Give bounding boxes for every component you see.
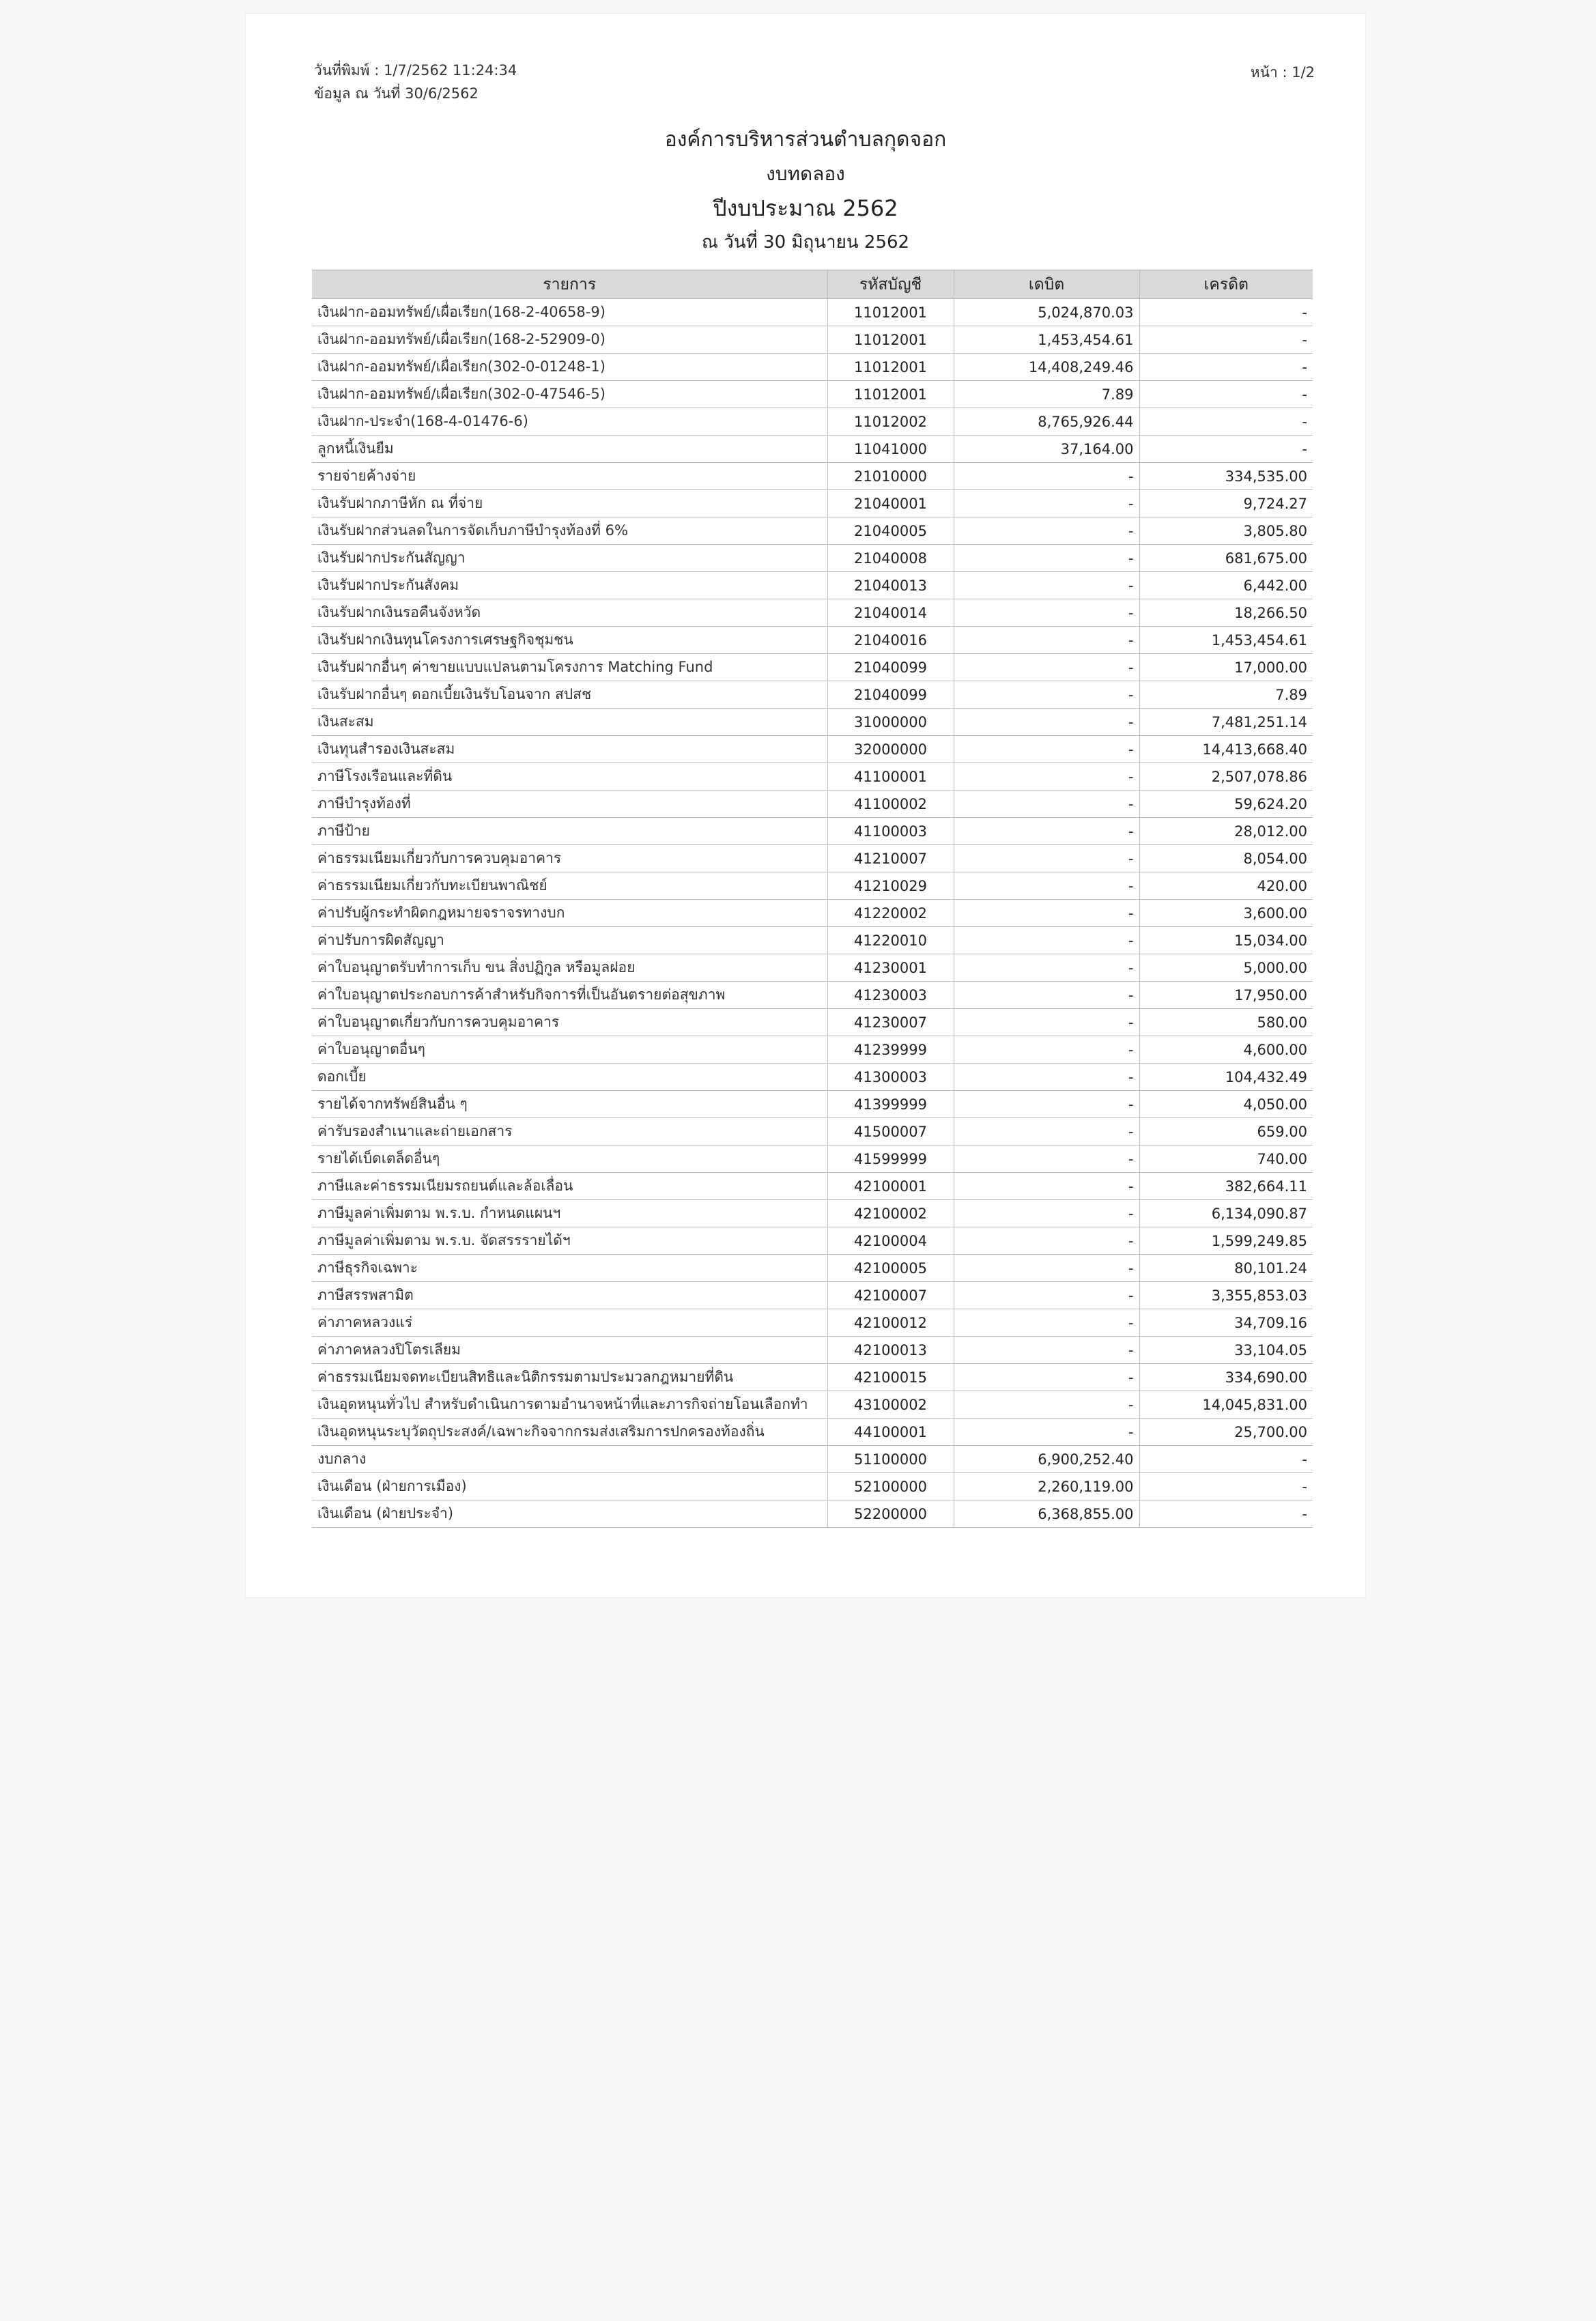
table-row (312, 654, 1313, 681)
table-row (312, 1009, 1313, 1036)
row-account-code: 51100000 (827, 1446, 954, 1473)
row-debit: - (954, 954, 1139, 982)
row-item: เงินฝาก-ออมทรัพย์/เผื่อเรียก(168-2-52909-0) (312, 326, 827, 354)
row-debit: 7.89 (954, 381, 1139, 408)
row-account-code: 41230007 (827, 1009, 954, 1036)
row-item: ค่าปรับผู้กระทำผิดกฎหมายจราจรทางบก (312, 900, 827, 927)
table-row (312, 818, 1313, 845)
row-debit: - (954, 982, 1139, 1009)
row-item: เงินสะสม (312, 709, 827, 736)
row-account-code: 52200000 (827, 1500, 954, 1528)
row-item: เงินอุดหนุนทั่วไป สำหรับดำเนินการตามอำนาจหน้าที่และภารกิจถ่ายโอนเลือกทำ (312, 1391, 827, 1419)
table-row (312, 1036, 1313, 1064)
row-item: เงินรับฝากเงินรอคืนจังหวัด (312, 599, 827, 627)
table-row (312, 736, 1313, 763)
table-row (312, 763, 1313, 791)
table-row (312, 381, 1313, 408)
row-credit: - (1139, 381, 1313, 408)
row-credit: 3,355,853.03 (1139, 1282, 1313, 1309)
row-credit: 17,950.00 (1139, 982, 1313, 1009)
row-account-code: 21040013 (827, 572, 954, 599)
row-account-code: 41500007 (827, 1118, 954, 1145)
row-account-code: 21040016 (827, 627, 954, 654)
row-item: ค่าธรรมเนียมจดทะเบียนสิทธิและนิติกรรมตามประมวลกฎหมายที่ดิน (312, 1364, 827, 1391)
row-debit: - (954, 872, 1139, 900)
row-item: ค่าภาคหลวงแร่ (312, 1309, 827, 1337)
table-row (312, 490, 1313, 517)
row-item: ลูกหนี้เงินยืม (312, 436, 827, 463)
row-account-code: 52100000 (827, 1473, 954, 1500)
row-account-code: 42100007 (827, 1282, 954, 1309)
row-debit: - (954, 1200, 1139, 1227)
table-row (312, 1309, 1313, 1337)
row-item: ค่าปรับการผิดสัญญา (312, 927, 827, 954)
row-credit: 28,012.00 (1139, 818, 1313, 845)
table-row (312, 1145, 1313, 1173)
row-credit: - (1139, 1473, 1313, 1500)
row-debit: - (954, 736, 1139, 763)
row-account-code: 11012001 (827, 299, 954, 326)
row-account-code: 21040005 (827, 517, 954, 545)
table-row (312, 681, 1313, 709)
row-credit: 15,034.00 (1139, 927, 1313, 954)
row-debit: - (954, 1282, 1139, 1309)
page-number: หน้า : 1/2 (1250, 64, 1315, 81)
row-item: เงินทุนสำรองเงินสะสม (312, 736, 827, 763)
organization-name: องค์การบริหารส่วนตำบลกุดจอก (664, 128, 947, 152)
row-credit: 740.00 (1139, 1145, 1313, 1173)
table-row (312, 1118, 1313, 1145)
table-row (312, 572, 1313, 599)
row-debit: - (954, 654, 1139, 681)
row-debit: - (954, 1036, 1139, 1064)
table-row (312, 1200, 1313, 1227)
row-item: ค่าธรรมเนียมเกี่ยวกับทะเบียนพาณิชย์ (312, 872, 827, 900)
row-debit: - (954, 1118, 1139, 1145)
row-account-code: 41230003 (827, 982, 954, 1009)
row-account-code: 42100013 (827, 1337, 954, 1364)
header-item: รายการ (312, 270, 827, 299)
row-account-code: 41210007 (827, 845, 954, 872)
row-item: เงินรับฝากประกันสังคม (312, 572, 827, 599)
row-debit: 5,024,870.03 (954, 299, 1139, 326)
row-account-code: 11012001 (827, 326, 954, 354)
table-row (312, 709, 1313, 736)
row-credit: - (1139, 354, 1313, 381)
row-debit: - (954, 900, 1139, 927)
row-account-code: 21040099 (827, 681, 954, 709)
row-item: ภาษีและค่าธรรมเนียมรถยนต์และล้อเลื่อน (312, 1173, 827, 1200)
row-account-code: 11012001 (827, 354, 954, 381)
row-debit: 6,368,855.00 (954, 1500, 1139, 1528)
table-row (312, 1091, 1313, 1118)
row-credit: 659.00 (1139, 1118, 1313, 1145)
row-item: เงินอุดหนุนระบุวัตถุประสงค์/เฉพาะกิจจากกรมส่งเสริมการปกครองท้องถิ่น (312, 1419, 827, 1446)
row-credit: - (1139, 408, 1313, 436)
row-item: ค่าใบอนุญาตประกอบการค้าสำหรับกิจการที่เป็นอันตรายต่อสุขภาพ (312, 982, 827, 1009)
row-debit: - (954, 517, 1139, 545)
table-row (312, 1500, 1313, 1528)
table-row (312, 463, 1313, 490)
table-row (312, 599, 1313, 627)
row-account-code: 41300003 (827, 1064, 954, 1091)
row-account-code: 21040008 (827, 545, 954, 572)
row-item: รายได้จากทรัพย์สินอื่น ๆ (312, 1091, 827, 1118)
row-item: เงินรับฝากส่วนลดในการจัดเก็บภาษีบำรุงท้องที่ 6% (312, 517, 827, 545)
table-row (312, 1473, 1313, 1500)
row-debit: - (954, 927, 1139, 954)
row-account-code: 42100005 (827, 1255, 954, 1282)
row-credit: - (1139, 326, 1313, 354)
row-item: เงินรับฝากประกันสัญญา (312, 545, 827, 572)
row-item: เงินฝาก-ออมทรัพย์/เผื่อเรียก(302-0-47546-5) (312, 381, 827, 408)
row-debit: - (954, 1173, 1139, 1200)
row-account-code: 41210029 (827, 872, 954, 900)
table-row (312, 1446, 1313, 1473)
row-account-code: 41100003 (827, 818, 954, 845)
row-credit: 681,675.00 (1139, 545, 1313, 572)
header-code: รหัสบัญชี (827, 270, 954, 299)
table-row (312, 927, 1313, 954)
table-row (312, 436, 1313, 463)
document-page (246, 14, 1365, 1597)
row-item: ค่ารับรองสำเนาและถ่ายเอกสาร (312, 1118, 827, 1145)
row-credit: 4,050.00 (1139, 1091, 1313, 1118)
table-row (312, 1064, 1313, 1091)
row-credit: 8,054.00 (1139, 845, 1313, 872)
row-debit: - (954, 1391, 1139, 1419)
row-debit: 1,453,454.61 (954, 326, 1139, 354)
row-item: ภาษีมูลค่าเพิ่มตาม พ.ร.บ. กำหนดแผนฯ (312, 1200, 827, 1227)
row-item: เงินรับฝากอื่นๆ ค่าขายแบบแปลนตามโครงการ Matching Fund (312, 654, 827, 681)
row-credit: 1,599,249.85 (1139, 1227, 1313, 1255)
row-account-code: 42100002 (827, 1200, 954, 1227)
row-account-code: 11012002 (827, 408, 954, 436)
table-row (312, 299, 1313, 326)
row-debit: - (954, 1337, 1139, 1364)
row-item: งบกลาง (312, 1446, 827, 1473)
row-credit: 7,481,251.14 (1139, 709, 1313, 736)
row-credit: 25,700.00 (1139, 1419, 1313, 1446)
row-item: ค่าใบอนุญาตรับทำการเก็บ ขน สิ่งปฏิกูล หรือมูลฝอย (312, 954, 827, 982)
row-item: เงินเดือน (ฝ่ายการเมือง) (312, 1473, 827, 1500)
row-credit: 7.89 (1139, 681, 1313, 709)
row-item: เงินฝาก-ประจำ(168-4-01476-6) (312, 408, 827, 436)
row-credit: 18,266.50 (1139, 599, 1313, 627)
table-row (312, 845, 1313, 872)
row-debit: - (954, 599, 1139, 627)
row-debit: - (954, 463, 1139, 490)
as-of-date: ณ วันที่ 30 มิถุนายน 2562 (701, 232, 910, 253)
trial-balance-table (312, 270, 1313, 1528)
row-credit: 14,413,668.40 (1139, 736, 1313, 763)
row-account-code: 41399999 (827, 1091, 954, 1118)
row-account-code: 42100015 (827, 1364, 954, 1391)
row-account-code: 42100012 (827, 1309, 954, 1337)
table-row (312, 408, 1313, 436)
row-credit: 3,805.80 (1139, 517, 1313, 545)
table-row (312, 1255, 1313, 1282)
row-item: ค่าใบอนุญาตอื่นๆ (312, 1036, 827, 1064)
row-account-code: 42100001 (827, 1173, 954, 1200)
report-meta (314, 59, 517, 105)
fiscal-year: ปีงบประมาณ 2562 (713, 195, 898, 221)
table-header-row (312, 270, 1313, 299)
row-debit: - (954, 572, 1139, 599)
row-credit: 1,453,454.61 (1139, 627, 1313, 654)
row-debit: - (954, 1064, 1139, 1091)
row-account-code: 11012001 (827, 381, 954, 408)
table-row (312, 954, 1313, 982)
table-row (312, 627, 1313, 654)
row-credit: - (1139, 1446, 1313, 1473)
row-credit: 2,507,078.86 (1139, 763, 1313, 791)
row-account-code: 21040001 (827, 490, 954, 517)
row-item: ค่าธรรมเนียมเกี่ยวกับการควบคุมอาคาร (312, 845, 827, 872)
row-credit: 6,442.00 (1139, 572, 1313, 599)
row-account-code: 41230001 (827, 954, 954, 982)
row-account-code: 44100001 (827, 1419, 954, 1446)
row-credit: 14,045,831.00 (1139, 1391, 1313, 1419)
row-item: ภาษีสรรพสามิต (312, 1282, 827, 1309)
table-row (312, 791, 1313, 818)
row-item: เงินรับฝากอื่นๆ ดอกเบี้ยเงินรับโอนจาก สปสช (312, 681, 827, 709)
row-item: ภาษีบำรุงท้องที่ (312, 791, 827, 818)
row-debit: - (954, 545, 1139, 572)
row-account-code: 41220010 (827, 927, 954, 954)
table-row (312, 1282, 1313, 1309)
row-item: รายได้เบ็ดเตล็ดอื่นๆ (312, 1145, 827, 1173)
row-credit: 382,664.11 (1139, 1173, 1313, 1200)
row-debit: - (954, 709, 1139, 736)
row-debit: - (954, 763, 1139, 791)
table-row (312, 326, 1313, 354)
row-account-code: 41220002 (827, 900, 954, 927)
header-credit: เครดิต (1139, 270, 1313, 299)
row-item: เงินรับฝากเงินทุนโครงการเศรษฐกิจชุมชน (312, 627, 827, 654)
row-account-code: 42100004 (827, 1227, 954, 1255)
row-account-code: 11041000 (827, 436, 954, 463)
row-credit: 334,535.00 (1139, 463, 1313, 490)
row-credit: 104,432.49 (1139, 1064, 1313, 1091)
table-row (312, 517, 1313, 545)
table-row (312, 354, 1313, 381)
row-debit: - (954, 1227, 1139, 1255)
row-credit: 33,104.05 (1139, 1337, 1313, 1364)
row-account-code: 21040099 (827, 654, 954, 681)
row-debit: - (954, 1364, 1139, 1391)
row-debit: - (954, 681, 1139, 709)
print-date: วันที่พิมพ์ : 1/7/2562 11:24:34 (314, 62, 517, 79)
row-credit: 580.00 (1139, 1009, 1313, 1036)
row-account-code: 43100002 (827, 1391, 954, 1419)
row-item: ภาษีป้าย (312, 818, 827, 845)
table-body (312, 299, 1313, 1528)
table-row (312, 872, 1313, 900)
row-account-code: 41599999 (827, 1145, 954, 1173)
row-item: เงินรับฝากภาษีหัก ณ ที่จ่าย (312, 490, 827, 517)
row-item: ค่าใบอนุญาตเกี่ยวกับการควบคุมอาคาร (312, 1009, 827, 1036)
table-row (312, 1364, 1313, 1391)
row-debit: - (954, 1009, 1139, 1036)
row-item: ภาษีมูลค่าเพิ่มตาม พ.ร.บ. จัดสรรรายได้ฯ (312, 1227, 827, 1255)
row-account-code: 41100001 (827, 763, 954, 791)
table-row (312, 545, 1313, 572)
row-credit: 334,690.00 (1139, 1364, 1313, 1391)
row-credit: - (1139, 436, 1313, 463)
row-account-code: 31000000 (827, 709, 954, 736)
row-credit: 420.00 (1139, 872, 1313, 900)
row-debit: 6,900,252.40 (954, 1446, 1139, 1473)
row-item: รายจ่ายค้างจ่าย (312, 463, 827, 490)
row-debit: - (954, 1419, 1139, 1446)
header-debit: เดบิต (954, 270, 1139, 299)
row-account-code: 41239999 (827, 1036, 954, 1064)
row-item: เงินเดือน (ฝ่ายประจำ) (312, 1500, 827, 1528)
row-debit: 2,260,119.00 (954, 1473, 1139, 1500)
row-debit: - (954, 845, 1139, 872)
table-row (312, 1419, 1313, 1446)
row-account-code: 32000000 (827, 736, 954, 763)
row-debit: - (954, 818, 1139, 845)
row-credit: 9,724.27 (1139, 490, 1313, 517)
row-item: ภาษีโรงเรือนและที่ดิน (312, 763, 827, 791)
row-debit: - (954, 1145, 1139, 1173)
table-row (312, 982, 1313, 1009)
row-credit: - (1139, 1500, 1313, 1528)
row-item: เงินฝาก-ออมทรัพย์/เผื่อเรียก(302-0-01248-1) (312, 354, 827, 381)
row-debit: 37,164.00 (954, 436, 1139, 463)
data-date: ข้อมูล ณ วันที่ 30/6/2562 (314, 85, 479, 102)
table-row (312, 1227, 1313, 1255)
row-account-code: 21010000 (827, 463, 954, 490)
row-credit: 17,000.00 (1139, 654, 1313, 681)
title-block (246, 123, 1365, 259)
row-credit: 59,624.20 (1139, 791, 1313, 818)
row-item: เงินฝาก-ออมทรัพย์/เผื่อเรียก(168-2-40658-9) (312, 299, 827, 326)
row-debit: - (954, 791, 1139, 818)
row-debit: 8,765,926.44 (954, 408, 1139, 436)
row-credit: 5,000.00 (1139, 954, 1313, 982)
row-debit: - (954, 1255, 1139, 1282)
row-credit: 34,709.16 (1139, 1309, 1313, 1337)
row-debit: - (954, 627, 1139, 654)
row-credit: 3,600.00 (1139, 900, 1313, 927)
row-account-code: 21040014 (827, 599, 954, 627)
row-account-code: 41100002 (827, 791, 954, 818)
row-debit: - (954, 490, 1139, 517)
row-item: ค่าภาคหลวงปิโตรเลียม (312, 1337, 827, 1364)
row-item: ดอกเบี้ย (312, 1064, 827, 1091)
report-title: งบทดลอง (766, 162, 845, 185)
row-debit: - (954, 1091, 1139, 1118)
row-credit: - (1139, 299, 1313, 326)
row-debit: - (954, 1309, 1139, 1337)
row-credit: 4,600.00 (1139, 1036, 1313, 1064)
table-row (312, 1173, 1313, 1200)
table-row (312, 1337, 1313, 1364)
row-debit: 14,408,249.46 (954, 354, 1139, 381)
row-item: ภาษีธุรกิจเฉพาะ (312, 1255, 827, 1282)
row-credit: 80,101.24 (1139, 1255, 1313, 1282)
table-row (312, 900, 1313, 927)
table-row (312, 1391, 1313, 1419)
row-credit: 6,134,090.87 (1139, 1200, 1313, 1227)
